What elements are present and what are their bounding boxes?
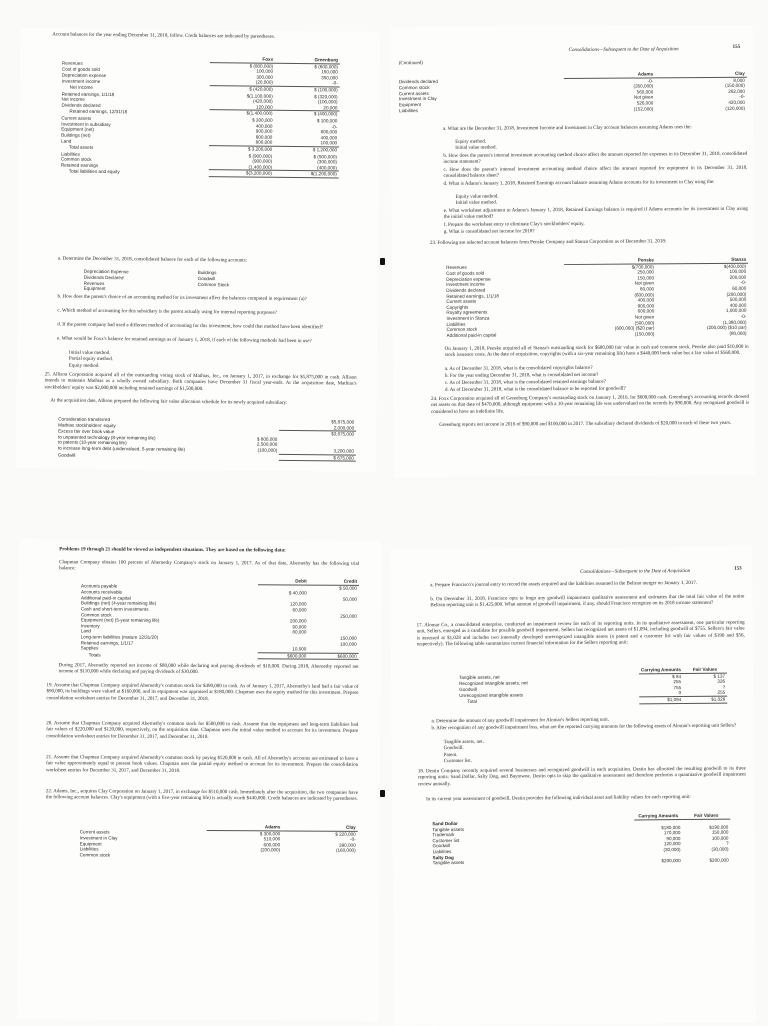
table-row: Current assets 560,000 262,000 xyxy=(398,88,745,96)
adams-clay-table xyxy=(397,71,747,114)
page-number: 155 xyxy=(732,44,741,50)
question-17a: a. Determine the amount of any goodwill impairment for Alomar's Sellers reporting unit. xyxy=(431,717,609,725)
question-g: g. What is consolidated net income for 2018? xyxy=(443,229,535,235)
problem-22: 22. Adams, Inc., acquires Clay Corporation on January 1, 2017, in exchange for $510,000 cash. Immediately after the acquisition, the two companies have the following account balances. Clay's equipment (with a five-year remaining life) is actually worth $440,000. Credit balances are indicated by parentheses. xyxy=(45,789,358,803)
table-row: Equipment (net) 900,000 600,000 xyxy=(61,126,338,135)
col-fair: Fair Values xyxy=(683,667,727,673)
table-row: Liabilities (500,000) (1,380,000) xyxy=(446,319,747,327)
continued-label: (Continued) xyxy=(398,61,423,67)
problem-24: 24. Foxx Corporation acquired all of Greenburg Company's outstanding stock on January 1, 2016, for $600,000 cash. Greenburg's accounting records showed net assets on that date of $470,000, although equipment with a 10-year remaining life was undervalued on the records by $90,000. Any recognized goodwill is considered to have an indefinite life. xyxy=(431,394,750,415)
running-header: Consolidations—Subsequent to the Date of Acquisition xyxy=(568,47,679,54)
table-row: Net income $ (420,000) $ (100,000) xyxy=(60,84,340,93)
table-row: Consideration transferred $5,875,000 xyxy=(58,416,355,425)
problems-setup: Chapman Company obtains 100 percent of Abernethy Company's stock on January 1, 2017. As of that date, Abernethy has the following trial balance: xyxy=(59,560,360,572)
question-e-list: Initial value method. Partial equity method. Equity method. xyxy=(68,350,114,369)
question-d: d. If the parent company had used a different method of accounting for this investment, how could that method have been identified? xyxy=(57,322,324,331)
problem-23b: On January 1, 2018, Penske acquired all of Stanza's outstanding stock for $680,000 fair value in cash and common stock. Penske also paid $10,000 in stock issuance costs. At the date of acquisition, copyrights (with a six-year remaining life) have a $440,000 book value but a fair value of $560,000. xyxy=(444,344,749,359)
table-row: Mathias stockholders' equity 2,000,000 xyxy=(58,422,355,431)
table-row: Retained earnings, 1/1/18 (600,000) (200,000) xyxy=(446,291,747,299)
table-row: Current assets $ 300,000 $ 220,000 xyxy=(79,829,356,837)
table-row: Retained earnings, 12/31/18 $(1,400,000) $ (400,000) xyxy=(59,108,339,117)
page-top-right xyxy=(390,25,755,478)
table-row: Common stock (900,000) (300,000) xyxy=(60,156,337,165)
table-row: Total assets $ 3,200,000 $ 1,200,000 xyxy=(59,144,339,153)
problem-24b: Greenburg reports net income in 2016 of $90,000 and $100,000 in 2017. The subsidiary declared dividends of $20,000 in each of these two years. xyxy=(439,420,732,428)
table-row: Accounts payable $ 50,000 xyxy=(80,583,358,591)
col-fair: Fair Values xyxy=(682,813,730,820)
table-row: Common stock (350,000) (150,000) xyxy=(398,82,745,91)
table-row: Cost of goods sold 100,000 150,000 xyxy=(61,66,338,75)
table-row: Land 80,000 xyxy=(80,628,307,635)
table-row: to patents (10-year remaining life) 2,500,000 xyxy=(57,439,278,448)
question-23a: a. As of December 31, 2018, what is the consolidated copyrights balance? xyxy=(444,365,593,372)
table-row: Goodwill 120,000 ? xyxy=(432,841,729,849)
table-row: Total liabilities and equity $(3,200,000) $(1,200,000) xyxy=(59,168,339,178)
allocation-table xyxy=(56,417,356,462)
question-e: e. What would be Foxx's balance for retained earnings as of January 1, 2018, if each of the following methods had been in use? xyxy=(57,336,312,345)
table-row: Buildings (net) (4-year remaining life) 120,000 xyxy=(80,600,307,607)
table-row: Dividends declared 120,000 20,000 xyxy=(61,102,338,111)
col-carrying: Carrying Amounts xyxy=(634,813,682,820)
table-row: Tangible assets $180,000 $190,000 xyxy=(432,824,729,832)
table-row: Investment in Stanza Not given -0- xyxy=(446,313,747,321)
table-row: Inventory 90,000 xyxy=(80,623,307,630)
table-row: Additional paid-in capital 50,000 xyxy=(80,595,357,602)
table-row: Investment in Clay Not given -0- xyxy=(398,94,745,102)
question-23c: c. As of December 31, 2018, what is the consolidated retained earnings balance? xyxy=(444,379,606,386)
question-a: a. What are the December 31, 2018, Investment Income and Investment in Clay account balances assuming Adams uses the: xyxy=(443,125,692,132)
intro-text: Account balances for the year ending December 31, 2018, follow. Credit balances are indicated by parentheses. xyxy=(52,32,276,40)
table-row: Excess fair over book value $3,875,000 xyxy=(56,428,356,437)
table-row: Liabilities (152,000) (120,000) xyxy=(398,105,746,113)
table-row: Goodwill 755 ? xyxy=(459,684,726,692)
penske-stanza-table xyxy=(444,257,749,338)
table-row: Revenues $(700,000) $(400,000) xyxy=(446,263,747,271)
table-row: Liabilities (30,000) (30,000) xyxy=(432,846,729,855)
table-row: Common stock (600,000) ($20 par) (200,000) ($10 par) xyxy=(446,324,747,333)
question-b: b. On December 31, 2018, Francisco opts to forgo any goodwill impairment qualitative assessment and estimates that the total fair value of the entire Beltran reporting unit is $1,425,000. What amount of goodwill impairment, if any, should Francisco recognize on its 2018 income statement? xyxy=(430,594,745,609)
table-row: Buildings (net) 800,000 400,000 xyxy=(61,132,338,141)
during-text: During 2017, Abernethy reported net income of $80,000 while declaring and paying dividends of $10,000. During 2018, Abernethy reported net income of $110,000 while declaring and paying dividends of $30,000. xyxy=(58,663,359,676)
table-row: Liabilities (200,000) (160,000) xyxy=(79,846,356,854)
table-row: Revenues $ (800,000) $ (600,000) xyxy=(61,60,338,70)
table-row: Net income (420,000) (100,000) xyxy=(61,96,338,105)
table-row: Unrecognized intangible assets 0 255 xyxy=(459,690,726,698)
col-penske: Penske xyxy=(564,257,656,264)
table-row: Equipment (net) (5-year remaining life) 200,000 xyxy=(80,617,307,624)
table-row: Retained earnings, 1/1/17 100,000 xyxy=(80,639,357,647)
table-row: to increase long-term debt (undervalued, 5-year remaining life) (100,000) 3,200,000 xyxy=(57,445,354,454)
accounts-list-1: Depreciation Expense Dividends Declared Revenues Equipment xyxy=(83,268,129,292)
binding-marker xyxy=(380,258,385,265)
table-row: Recognized intangible assets, net 255 326 xyxy=(459,678,726,687)
col-debit: Debit xyxy=(258,578,308,584)
table-row: Investment income Not given -0- xyxy=(446,280,747,288)
col-stanza: Stanza xyxy=(656,257,748,264)
running-header: Consolidations—Subsequent to the Date of Acquisition xyxy=(580,568,691,575)
table-row: Investment in subsidiary 400,000 -0- xyxy=(61,121,338,129)
accounts-list-2: Buildings Goodwill Common Stock xyxy=(197,269,230,287)
table-row: Long-term liabilities (mature 12/31/20) 150,000 xyxy=(80,634,357,641)
question-a: a. Determine the December 31, 2018, consolidated balance for each of the following accounts: xyxy=(57,256,248,264)
col-adams: Adams xyxy=(563,71,655,78)
trial-balance-table xyxy=(79,577,359,660)
table-row: Depreciation expense 150,000 200,000 xyxy=(446,274,747,282)
group-sand-dollar: Sand Dollar xyxy=(432,821,458,827)
table-row: Retained earnings, 1/1/18 $(1,100,000) $ (320,000) xyxy=(61,91,338,100)
table-row: Tangible assets $200,000 $200,000 xyxy=(432,857,729,866)
problem-21: 21. Assume that Chapman Company acquired Abernethy's common stock by paying $520,000 in cash. All of Abernethy's accounts are estimated to have a fair value approximately equal to present book values. Chapman uses the partial equity method to account for its investment. Prepare the consolidation worksheet entries for December 31, 2017, and December 31, 2018. xyxy=(46,755,359,774)
table-row: Goodwill $ 675,000 xyxy=(56,452,356,462)
table-row: Retained earnings (1,400,000) (400,000) xyxy=(60,162,337,171)
table-row: Cost of goods sold 250,000 100,000 xyxy=(446,268,747,277)
table-row: Liabilities $ (900,000) $ (500,000) xyxy=(60,151,338,159)
problem-25: 25. Allison Corporation acquired all of the outstanding voting stock of Mathias, Inc., on January 1, 2017, in exchange for $5,875,000 in cash. Allison intends to maintain Mathias as a wholly owned subsidiary. Both companies have December 31 fiscal year-ends. At the acquisition date, Mathias's stockholders' equity was $2,000,000 including retained earnings of $1,500,000. xyxy=(44,372,357,392)
col-greenburg: Greenburg xyxy=(275,57,340,64)
table-row: Common stock xyxy=(79,852,111,858)
table-row: Trademark 170,000 150,000 xyxy=(432,829,729,838)
page-number: 153 xyxy=(734,566,742,572)
table-row: Depreciation expense 300,000 350,000 xyxy=(61,72,338,81)
col-clay: Clay xyxy=(282,824,358,830)
question-b: b. How does the parent's choice of an accounting method for its investment affect the balances computed in requirement (a)? xyxy=(57,294,307,303)
group-salty-dog: Salty Dog xyxy=(432,854,454,860)
problem-18b: In its current year assessment of goodwill, Destin provides the following individual asset and liability values for each reporting unit: xyxy=(426,794,691,803)
question-23d: d. As of December 31, 2018, what is the consolidated balance to be reported for goodwill? xyxy=(444,386,626,393)
question-a-list: Equity method. Initial value method. xyxy=(455,139,497,152)
problem-18: 18. Destin Company recently acquired several businesses and recognized goodwill in each acquisition. Destin has allocated the resulting goodwill to its three reporting units: Sand Dollar, Salty Dog, and Baytowne. Destin opts to skip the qualitative assessment and therefore performs a quantitative goodwill impairment review annually. xyxy=(417,766,746,788)
table-row: Equipment 526,000 420,000 xyxy=(398,99,745,108)
question-a: a. Prepare Francisco's journal entry to record the assets acquired and the liabilities assumed in the Beltran merger on January 1, 2017. xyxy=(430,580,698,589)
table-row: Current assets 400,000 500,000 xyxy=(446,296,747,305)
table-row: Common stock 250,000 xyxy=(80,611,357,619)
table-row: Additional paid-in capital (150,000) (80,000) xyxy=(446,330,747,338)
question-17b: b. After recognition of any goodwill impairment loss, what are the reported carrying amounts for the following assets of Alomar's reporting unit Sellers? xyxy=(431,723,737,732)
table-row: Investment in Clay 510,000 -0- xyxy=(79,835,356,843)
question-17b-list: Tangible assets, net. Goodwill. Patent. Customer list. xyxy=(443,739,484,765)
table-row: Tangible assets, net $ 84 $ 137 xyxy=(459,673,726,681)
table-row: Total $1,094 $1,028 xyxy=(457,696,727,705)
problem-20: 20. Assume that Chapman Company acquired Abernethy's common stock for $500,000 in cash. Assume that the equipment and long-term liabilities had fair values of $220,000 and $120,000, respectively, on the acquisition date. Chapman uses the initial value method to account for its investment. Prepare consolidation worksheet entries for December 31, 2017, and December 31, 2018. xyxy=(46,721,359,740)
question-b: b. How does the parent's internal investment accounting method choice affect the amount reported for expenses in its December 31, 2018, consolidated income statement? xyxy=(443,151,748,166)
col-clay: Clay xyxy=(655,71,747,78)
table-row: to unpatented technology (8-year remaining life) $ 800,000 xyxy=(58,434,278,442)
foxx-greenburg-table xyxy=(59,55,340,179)
table-row: Land 800,000 100,000 xyxy=(61,138,338,146)
problem-23: 23. Following are selected account balances from Penske Company and Stanza Corporation as of December 31, 2018: xyxy=(429,239,667,246)
table-row: Customer list 90,000 100,000 xyxy=(432,835,729,844)
table-row: Copyrights 900,000 400,000 xyxy=(446,302,747,310)
problem-19: 19. Assume that Chapman Company acquired Abernethy's common stock for $490,000 in cash. As of January 1, 2017, Abernethy's land had a fair value of $90,000, its buildings were valued at $160,000, and its equipment was appraised at $180,000. Chapman uses the equity method for this investment. Prepare consolidation worksheet entries for December 31, 2017, and December 31, 2018. xyxy=(46,683,359,702)
adams-clay-table-2 xyxy=(78,823,358,859)
table-row: Cash and short-term investments 60,000 xyxy=(80,606,307,613)
page-bottom-right xyxy=(390,546,756,1025)
table-row: Current assets $ 300,000 $ 100,000 xyxy=(61,115,338,124)
table-row: Royalty agreements 600,000 1,000,000 xyxy=(446,308,747,316)
table-row: Supplies 10,000 xyxy=(80,645,307,652)
binding-marker xyxy=(380,790,385,797)
table-row: Accounts receivable $ 40,000 xyxy=(80,589,307,596)
col-adams: Adams xyxy=(207,824,282,830)
table-row: Dividends declared 80,000 60,000 xyxy=(446,285,747,293)
problems-intro: Problems 19 through 21 should be viewed as independent situations. They are based on the following data: xyxy=(59,547,286,554)
col-foxx: Foxx xyxy=(210,56,275,63)
table-row: Equipment 600,000 390,000 xyxy=(79,841,356,848)
question-d: d. What is Adams's January 1, 2018, Retained Earnings account balance assuming Adams accounts for its investment in Clay using the: xyxy=(443,180,715,187)
question-c: c. How does the parent's internal investment accounting method choice affect the amount reported for equipment in its December 31, 2018, consolidated balance sheet? xyxy=(443,165,748,180)
sellers-table xyxy=(457,667,727,706)
question-23b: b. For the year ending December 31, 2018, what is consolidated net income? xyxy=(444,372,599,379)
problem-17: 17. Alomar Co., a consolidated enterprise, conducted an impairment review for each of its reporting units. In its qualitative assessment, one particular reporting unit, Sellers, emerged as a candidate for possible goodwill impairment. Sellers has recognized net assets of $1,094, including goodwill of $755. Sellers's fair value is assessed at $1,028 and includes two internally developed unrecognized intangible assets (a patent and a customer list with fair values of $190 and $56, respectively). The following table summarizes current financial information for the Sellers reporting unit: xyxy=(416,620,745,648)
page-bottom-left xyxy=(17,539,382,1021)
table-row: Dividends declared -0- 8,000 xyxy=(398,77,745,85)
col-carrying: Carrying Amounts xyxy=(639,667,683,673)
page-top-left xyxy=(16,28,381,472)
col-credit: Credit xyxy=(309,579,359,585)
destin-table xyxy=(430,813,730,866)
question-c: c. Which method of accounting for this subsidiary is the parent actually using for internal reporting purposes? xyxy=(57,308,277,316)
table-row: Totals $600,000 $600,000 xyxy=(79,652,359,660)
table-row: Investment income (20,000) -0- xyxy=(61,78,338,86)
question-e: e. What worksheet adjustment to Adams's January 1, 2018, Retained Earnings balance is required if Adams accounts for its investment in Clay using the initial value method? xyxy=(443,206,748,221)
problem-25b: At the acquisition date, Allison prepared the following fair value allocation schedule for its newly acquired subsidiary: xyxy=(50,398,288,406)
question-f: f. Prepare the worksheet entry to eliminate Clay's stockholders' equity. xyxy=(443,221,585,228)
question-d-list: Equity value method. Initial value method. xyxy=(455,194,499,207)
